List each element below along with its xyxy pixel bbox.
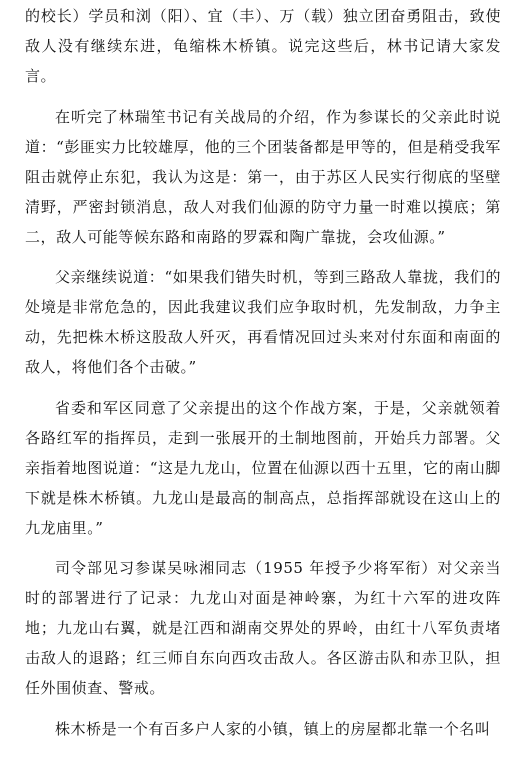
paragraph: 株木桥是一个有百多户人家的小镇，镇上的房屋都北靠一个名叫 <box>55 719 491 738</box>
body-text <box>25 1 501 754</box>
paragraph: 省委和军区同意了父亲提出的这个作战方案，于是，父亲就领着各路红军的指挥员，走到一张展开的土制地图前，开始兵力部署。父亲指着地图说道：“这是九龙山，位置在仙源以西十五里，它的南山脚下就是株木桥镇。九龙山是最高的制高点，总指挥部就设在这山上的九龙庙里。” <box>25 398 501 537</box>
paragraph: 在听完了林瑞笙书记有关战局的介绍，作为参谋长的父亲此时说道：“彭匪实力比较雄厚，他的三个团装备都是甲等的，但是稍受我军阻击就停止东犯，我认为这是：第一，由于苏区人民实行彻底的坚壁清野，严密封锁消息，敌人对我们仙源的防守力量一时难以摸底；第二，敌人可能等候东路和南路的罗霖和陶广靠拢，会攻仙源。” <box>25 107 501 246</box>
paragraph: 司令部见习参谋吴咏湘同志（1955 年授予少将军衔）对父亲当时的部署进行了记录：九龙山对面是神岭寨，为红十六军的进攻阵地；九龙山右翼，就是江西和湖南交界处的界岭，由红十八军负责堵击敌人的退路；红三师自东向西攻击敌人。各区游击队和赤卫队，担任外围侦查、警戒。 <box>25 559 501 697</box>
paragraph: 的校长）学员和浏（阳）、宜（丰）、万（载）独立团奋勇阻击，致使敌人没有继续东进，龟缩株木桥镇。说完这些后，林书记请大家发言。 <box>25 7 501 85</box>
paragraph: 父亲继续说道：“如果我们错失时机，等到三路敌人靠拢，我们的处境是非常危急的，因此我建议我们应争取时机，先发制敌，力争主动，先把株木桥这股敌人歼灭，再看情况回过头来对付东面和南面的敌人，将他们各个击破。” <box>25 268 501 376</box>
